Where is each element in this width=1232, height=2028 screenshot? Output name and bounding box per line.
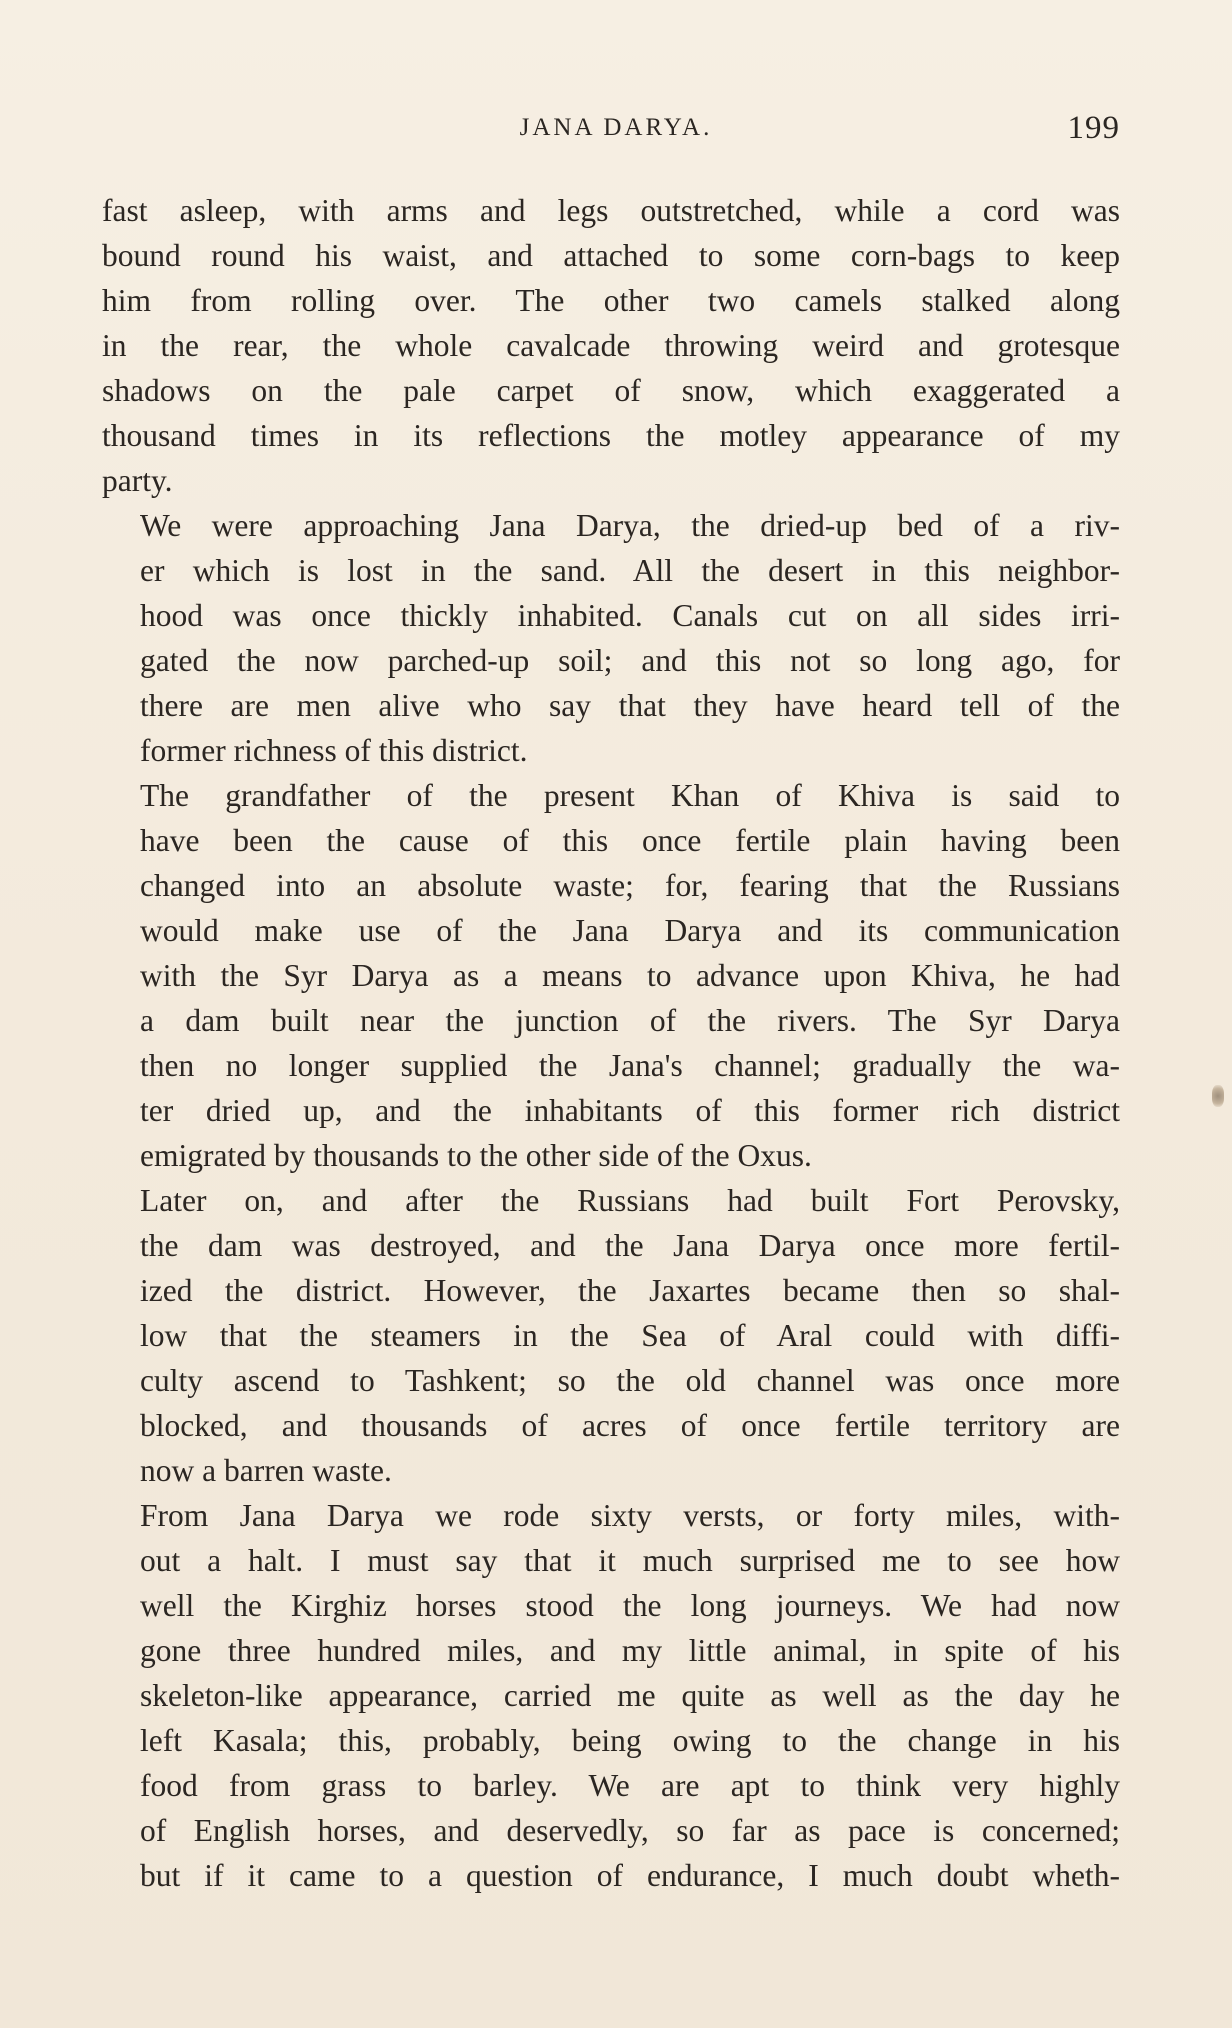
text-line: skeleton-like appearance, carried me quite as well as the day he: [140, 1678, 1120, 1713]
text-line: ter dried up, and the inhabitants of this former rich district: [140, 1093, 1120, 1128]
text-line: now a barren waste.: [140, 1453, 392, 1488]
text-line: ized the district. However, the Jaxartes became then so shal-: [140, 1273, 1120, 1308]
text-line: blocked, and thousands of acres of once fertile territory are: [140, 1408, 1120, 1443]
text-line: then no longer supplied the Jana's channel; gradually the wa-: [140, 1048, 1120, 1083]
page-number: 199: [1067, 110, 1120, 146]
text-line: him from rolling over. The other two camels stalked along: [102, 283, 1120, 318]
text-line: The grandfather of the present Khan of Khiva is said to: [140, 778, 1120, 813]
paragraph: [102, 503, 1120, 773]
text-line: of English horses, and deservedly, so far as pace is concerned;: [140, 1813, 1120, 1848]
text-line: left Kasala; this, probably, being owing to the change in his: [140, 1723, 1120, 1758]
text-line: out a halt. I must say that it much surprised me to see how: [140, 1543, 1120, 1578]
text-line: We were approaching Jana Darya, the dried-up bed of a riv-: [140, 508, 1120, 543]
running-title: JANA DARYA.: [519, 114, 713, 141]
text-line: culty ascend to Tashkent; so the old channel was once more: [140, 1363, 1120, 1398]
text-line: Later on, and after the Russians had built Fort Perovsky,: [140, 1183, 1120, 1218]
text-line: shadows on the pale carpet of snow, which exaggerated a: [102, 373, 1120, 408]
text-line: hood was once thickly inhabited. Canals cut on all sides irri-: [140, 598, 1120, 633]
text-line: changed into an absolute waste; for, fearing that the Russians: [140, 868, 1120, 903]
text-line: former richness of this district.: [140, 733, 528, 768]
paper-blemish: [1212, 1085, 1224, 1107]
text-line: with the Syr Darya as a means to advance upon Khiva, he had: [140, 958, 1120, 993]
text-line: bound round his waist, and attached to some corn-bags to keep: [102, 238, 1120, 273]
text-line: party.: [102, 463, 173, 498]
text-line: gated the now parched-up soil; and this not so long ago, for: [140, 643, 1120, 678]
text-line: gone three hundred miles, and my little animal, in spite of his: [140, 1633, 1120, 1668]
text-line: there are men alive who say that they have heard tell of the: [140, 688, 1120, 723]
text-line: food from grass to barley. We are apt to think very highly: [140, 1768, 1120, 1803]
text-line: the dam was destroyed, and the Jana Darya once more fertil-: [140, 1228, 1120, 1263]
body-text: [102, 188, 1120, 1898]
text-line: er which is lost in the sand. All the desert in this neighbor-: [140, 553, 1120, 588]
text-line: thousand times in its reflections the motley appearance of my: [102, 418, 1120, 453]
text-line: but if it came to a question of endurance, I much doubt wheth-: [140, 1858, 1120, 1893]
paragraph: [102, 773, 1120, 1178]
text-line: low that the steamers in the Sea of Aral could with diffi-: [140, 1318, 1120, 1353]
paragraph: [102, 1493, 1120, 1898]
text-line: well the Kirghiz horses stood the long journeys. We had now: [140, 1588, 1120, 1623]
text-line: emigrated by thousands to the other side of the Oxus.: [140, 1138, 812, 1173]
text-line: a dam built near the junction of the rivers. The Syr Darya: [140, 1003, 1120, 1038]
text-line: have been the cause of this once fertile plain having been: [140, 823, 1120, 858]
text-line: fast asleep, with arms and legs outstretched, while a cord was: [102, 193, 1120, 228]
text-line: From Jana Darya we rode sixty versts, or forty miles, with-: [140, 1498, 1120, 1533]
running-header: [0, 110, 1232, 154]
paragraph: [102, 188, 1120, 503]
paragraph: [102, 1178, 1120, 1493]
text-line: would make use of the Jana Darya and its communication: [140, 913, 1120, 948]
text-line: in the rear, the whole cavalcade throwing weird and grotesque: [102, 328, 1120, 363]
